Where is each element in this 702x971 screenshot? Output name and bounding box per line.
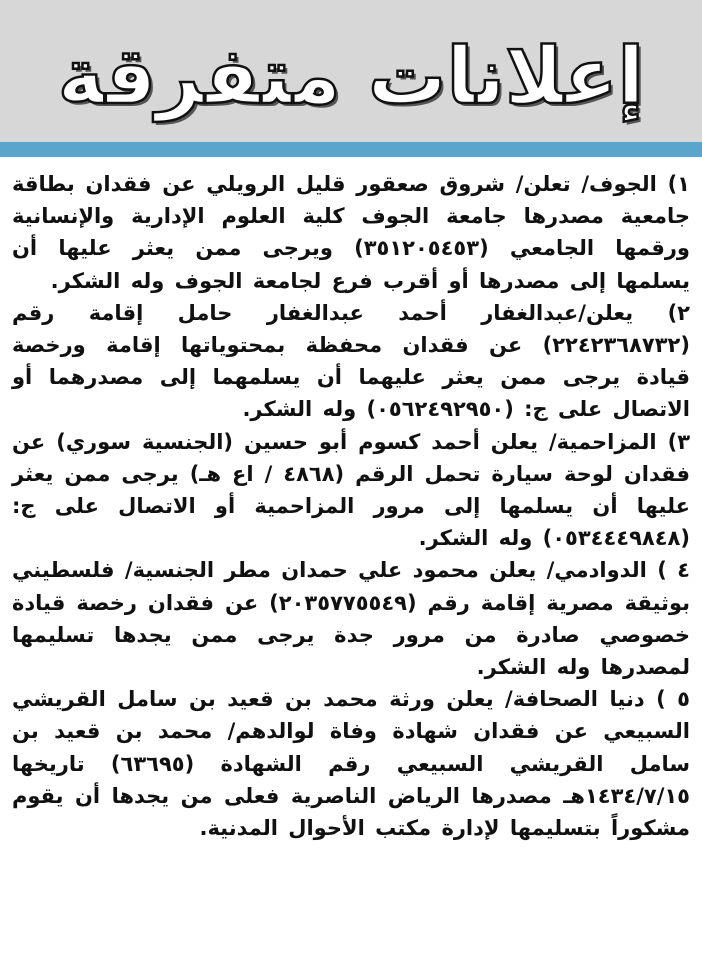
ads-list xyxy=(12,168,690,844)
ad-text: الدوادمي/ يعلن محمود علي حمدان مطر الجنسية/ فلسطيني بوثيقة مصرية إقامة رقم (٢٠٣٥٧٧٥٥٤٩) عن فقدان رخصة قيادة خصوصي صادرة من مرور جدة يرجى ممن يجدها تسليمها لمصدرها وله الشكر. xyxy=(12,558,690,680)
ad-item-4 xyxy=(12,554,690,683)
ad-item-3 xyxy=(12,426,690,555)
ad-text: يعلن/عبدالغفار أحمد عبدالغفار حامل إقامة رقم (٢٢٤٢٣٦٨٧٣٢) عن فقدان محفظة بمحتوياتها إقامة ورخصة قيادة يرجى ممن يعثر عليهما أن يسلمهما إلى مصدرهما أو الاتصال على ج: (٠٥٦٢٤٩٢٩٥٠) وله الشكر. xyxy=(12,300,690,422)
ad-number: ٢) xyxy=(667,300,690,325)
ad-item-1 xyxy=(12,168,690,297)
ad-number: ٤ ) xyxy=(657,558,690,583)
ad-item-5 xyxy=(12,683,690,844)
ad-text: دنيا الصحافة/ يعلن ورثة محمد بن قعيد بن سامل القريشي السبيعي عن فقدان شهادة وفاة لوالدهم/ محمد بن قعيد بن سامل القريشي السبيعي رقم الشهادة (٦٣٦٩٥) تاريخها ١٤٣٤/٧/١٥هـ مصدرها الرياض الناصرية فعلى من يجدها أن يقوم مشكوراً بتسليمها لإدارة مكتب الأحوال المدنية. xyxy=(12,687,691,841)
ad-text: الجوف/ تعلن/ شروق صعقور قليل الرويلي عن فقدان بطاقة جامعية مصدرها جامعة الجوف كلية العلوم الإدارية والإنسانية ورقمها الجامعي (٣٥١٢٠٥٤٥٣) ويرجى ممن يعثر عليها أن يسلمها إلى مصدرها أو أقرب فرع لجامعة الجوف وله الشكر. xyxy=(12,172,690,293)
ad-number: ٥ ) xyxy=(656,687,690,712)
header-banner xyxy=(0,0,702,141)
ad-number: ١) xyxy=(667,172,690,196)
ad-item-2 xyxy=(12,297,690,426)
accent-band xyxy=(0,141,702,157)
ad-text: المزاحمية/ يعلن أحمد كسوم أبو حسين (الجنسية سوري) عن فقدان لوحة سيارة تحمل الرقم (٤٨٦٨ / اع هـ) يرجى ممن يعثر عليها أن يسلمها إلى مرور المزاحمية أو الاتصال على ج: (٠٥٣٤٤٤٩٨٤٨) وله الشكر. xyxy=(12,429,690,551)
ad-number: ٣) xyxy=(667,429,691,454)
page-title: إعلانات متفرقة xyxy=(57,32,645,122)
